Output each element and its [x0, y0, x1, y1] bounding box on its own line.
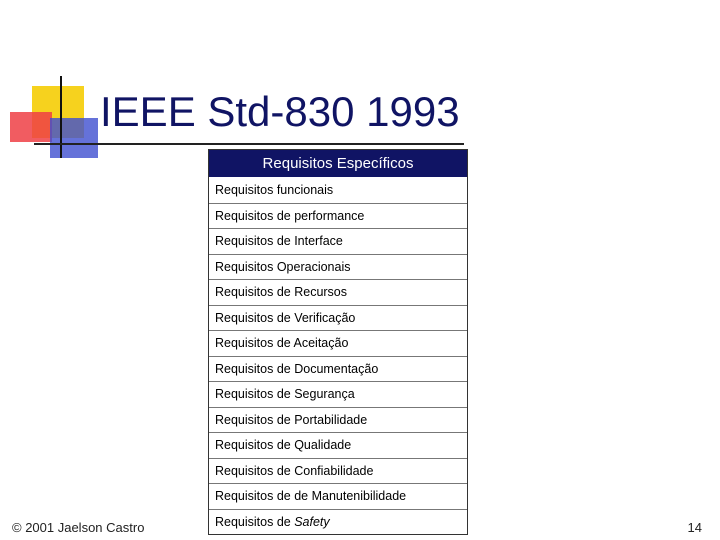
- table-row: Requisitos de Aceitação: [209, 330, 467, 356]
- slide-title: IEEE Std-830 1993: [100, 88, 460, 135]
- decorative-vertical-line: [60, 76, 62, 158]
- table-row: Requisitos de Recursos: [209, 279, 467, 305]
- decorative-blue-square: [50, 118, 98, 158]
- table-row: Requisitos de Portabilidade: [209, 407, 467, 433]
- table-row: Requisitos de Confiabilidade: [209, 458, 467, 484]
- table-row: Requisitos de Interface: [209, 228, 467, 254]
- row-emphasis: Safety: [294, 514, 330, 529]
- table-row-safety: [209, 509, 467, 535]
- table-row: Requisitos funcionais: [209, 178, 467, 203]
- table-body: [209, 178, 467, 534]
- table-row: Requisitos de de Manutenibilidade: [209, 483, 467, 509]
- table-row: Requisitos de Qualidade: [209, 432, 467, 458]
- decorative-red-square: [10, 112, 52, 142]
- requirements-table: [208, 149, 468, 535]
- table-header: Requisitos Específicos: [209, 150, 467, 178]
- table-row: Requisitos de Verificação: [209, 305, 467, 331]
- copyright-footer: © 2001 Jaelson Castro: [12, 520, 145, 535]
- table-row: Requisitos de Documentação: [209, 356, 467, 382]
- table-row: Requisitos Operacionais: [209, 254, 467, 280]
- page-number: 14: [687, 520, 702, 535]
- title-underline: [34, 143, 464, 145]
- table-row: Requisitos de Segurança: [209, 381, 467, 407]
- row-prefix: Requisitos de: [215, 514, 295, 529]
- table-row: Requisitos de performance: [209, 203, 467, 229]
